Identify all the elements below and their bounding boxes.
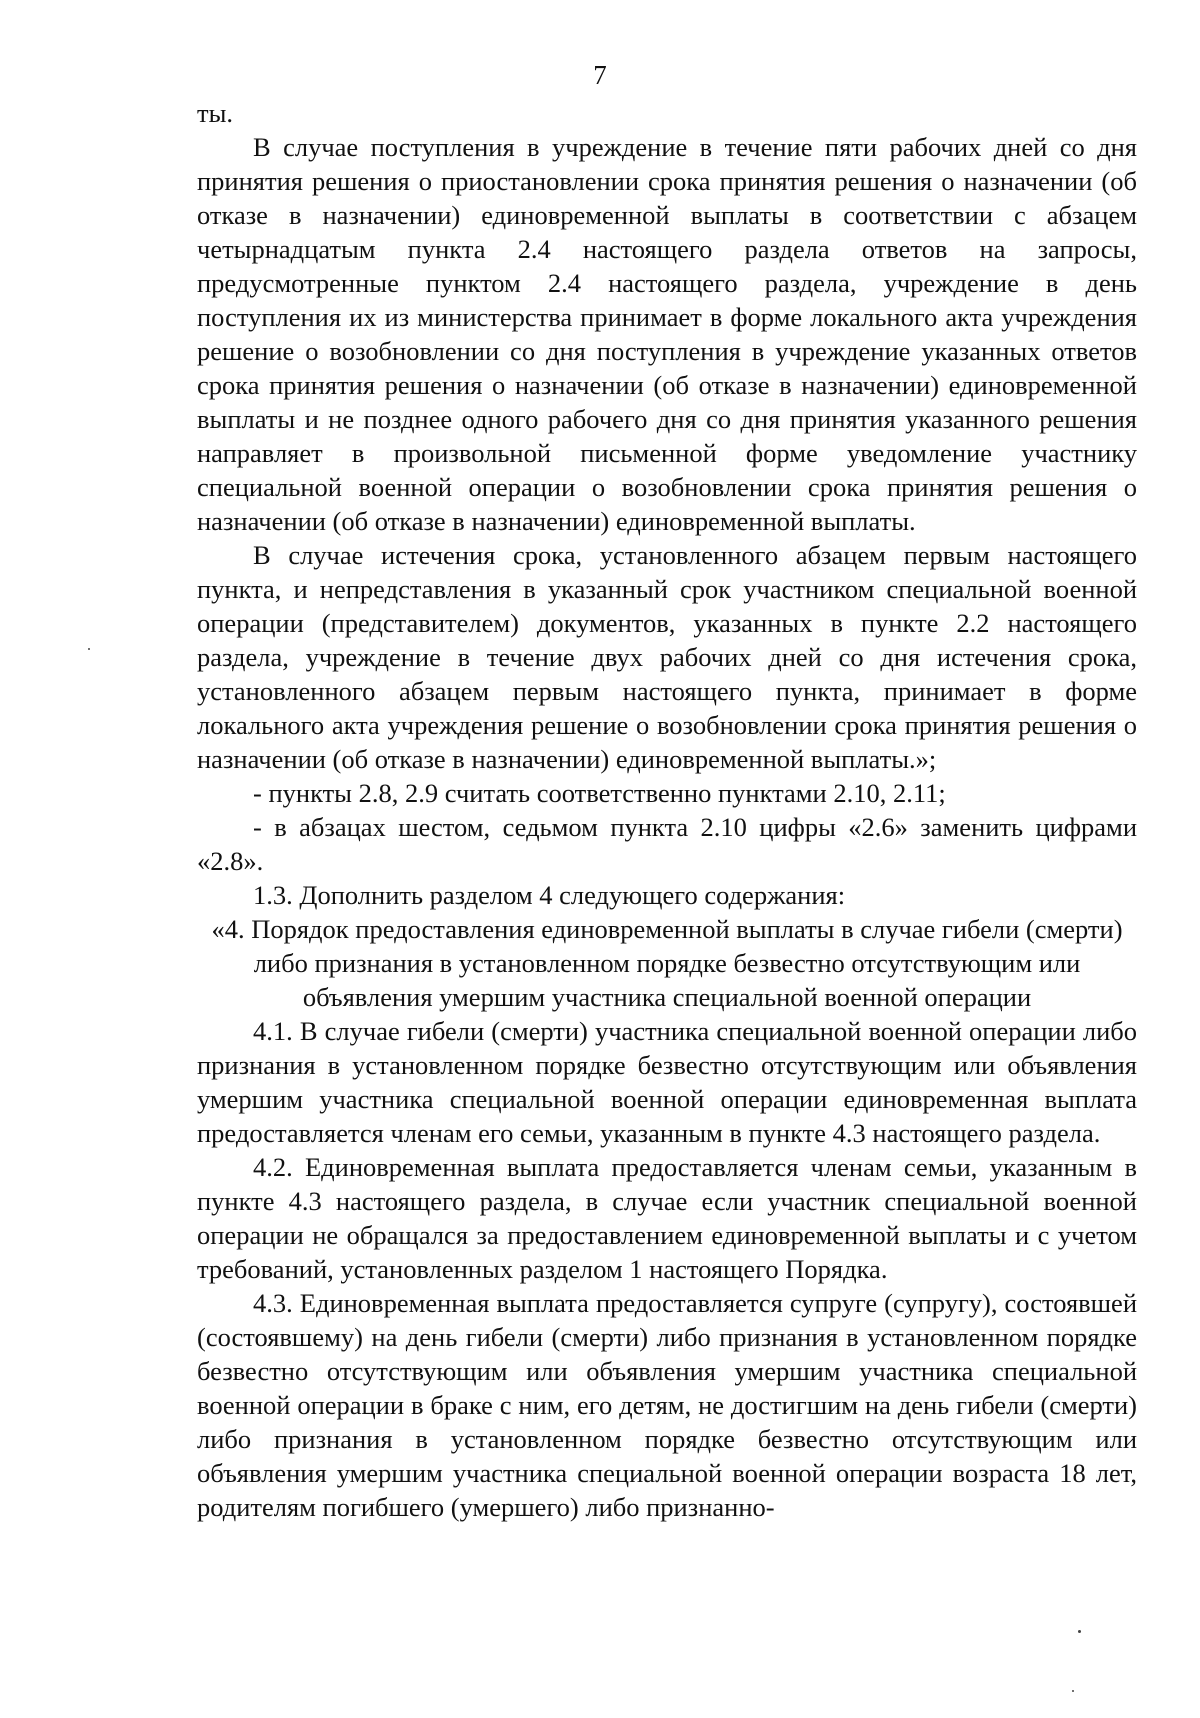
document-body bbox=[197, 96, 1137, 1524]
paragraph-add-section-4: 1.3. Дополнить разделом 4 следующего содержания: bbox=[253, 880, 846, 910]
paragraph-4-2: 4.2. Единовременная выплата предоставляется членам семьи, указанным в пункте 4.3 настоящего раздела, в случае если участник специальной военной операции не обращался за предоставлением единовременной выплаты и с учетом требований, установленных разделом 1 настоящего Порядка. bbox=[197, 1152, 1137, 1284]
section-4-heading: «4. Порядок предоставления единовременной выплаты в случае гибели (смерти) либо признания в установленном порядке безвестно отсутствующим или объявления умершим участника специальной военной операции bbox=[211, 914, 1123, 1012]
scan-speck bbox=[1078, 1630, 1081, 1633]
list-item-replace-digits: - в абзацах шестом, седьмом пункта 2.10 цифры «2.6» заменить цифрами «2.8». bbox=[197, 812, 1137, 876]
scan-speck bbox=[88, 648, 90, 650]
page-number: 7 bbox=[593, 60, 607, 90]
paragraph-4-3: 4.3. Единовременная выплата предоставляется супруге (супругу), состоявшей (состоявшему) на день гибели (смерти) либо признания в установленном порядке безвестно отсутствующим или объявления умершим участника специальной военной операции в браке с ним, его детям, не достигшим на день гибели (смерти) либо признания в установленном порядке безвестно отсутствующим или объявления умершим участника специальной военной операции возраста 18 лет, родителям погибшего (умершего) либо признанно- bbox=[197, 1288, 1137, 1522]
paragraph-4-1: 4.1. В случае гибели (смерти) участника специальной военной операции либо признания в установленном порядке безвестно отсутствующим или объявления умершим участника специальной военной операции единовременная выплата предоставляется членам его семьи, указанным в пункте 4.3 настоящего раздела. bbox=[197, 1016, 1137, 1148]
list-item-renumber-points: - пункты 2.8, 2.9 считать соответственно пунктами 2.10, 2.11; bbox=[253, 778, 946, 808]
continuation-fragment: ты. bbox=[197, 98, 234, 128]
paragraph-resumption-after-responses: В случае поступления в учреждение в течение пяти рабочих дней со дня принятия решения о приостановлении срока принятия решения о назначении (об отказе в назначении) единовременной выплаты в соответствии с абзацем четырнадцатым пункта 2.4 настоящего раздела ответов на запросы, предусмотренные пунктом 2.4 настоящего раздела, учреждение в день поступления их из министерства принимает в форме локального акта учреждения решение о возобновлении со дня поступления в учреждение указанных ответов срока принятия решения о назначении (об отказе в назначении) единовременной выплаты и не позднее одного рабочего дня со дня принятия указанного решения направляет в произвольной письменной форме уведомление участнику специальной военной операции о возобновлении срока принятия решения о назначении (об отказе в назначении) единовременной выплаты. bbox=[197, 132, 1137, 536]
paragraph-resumption-after-deadline: В случае истечения срока, установленного абзацем первым настоящего пункта, и непредставления в указанный срок участником специальной военной операции (представителем) документов, указанных в пункте 2.2 настоящего раздела, учреждение в течение двух рабочих дней со дня истечения срока, установленного абзацем первым настоящего пункта, принимает в форме локального акта учреждения решение о возобновлении срока принятия решения о назначении (об отказе в назначении) единовременной выплаты.»; bbox=[197, 540, 1137, 774]
scan-speck bbox=[1072, 1690, 1074, 1692]
